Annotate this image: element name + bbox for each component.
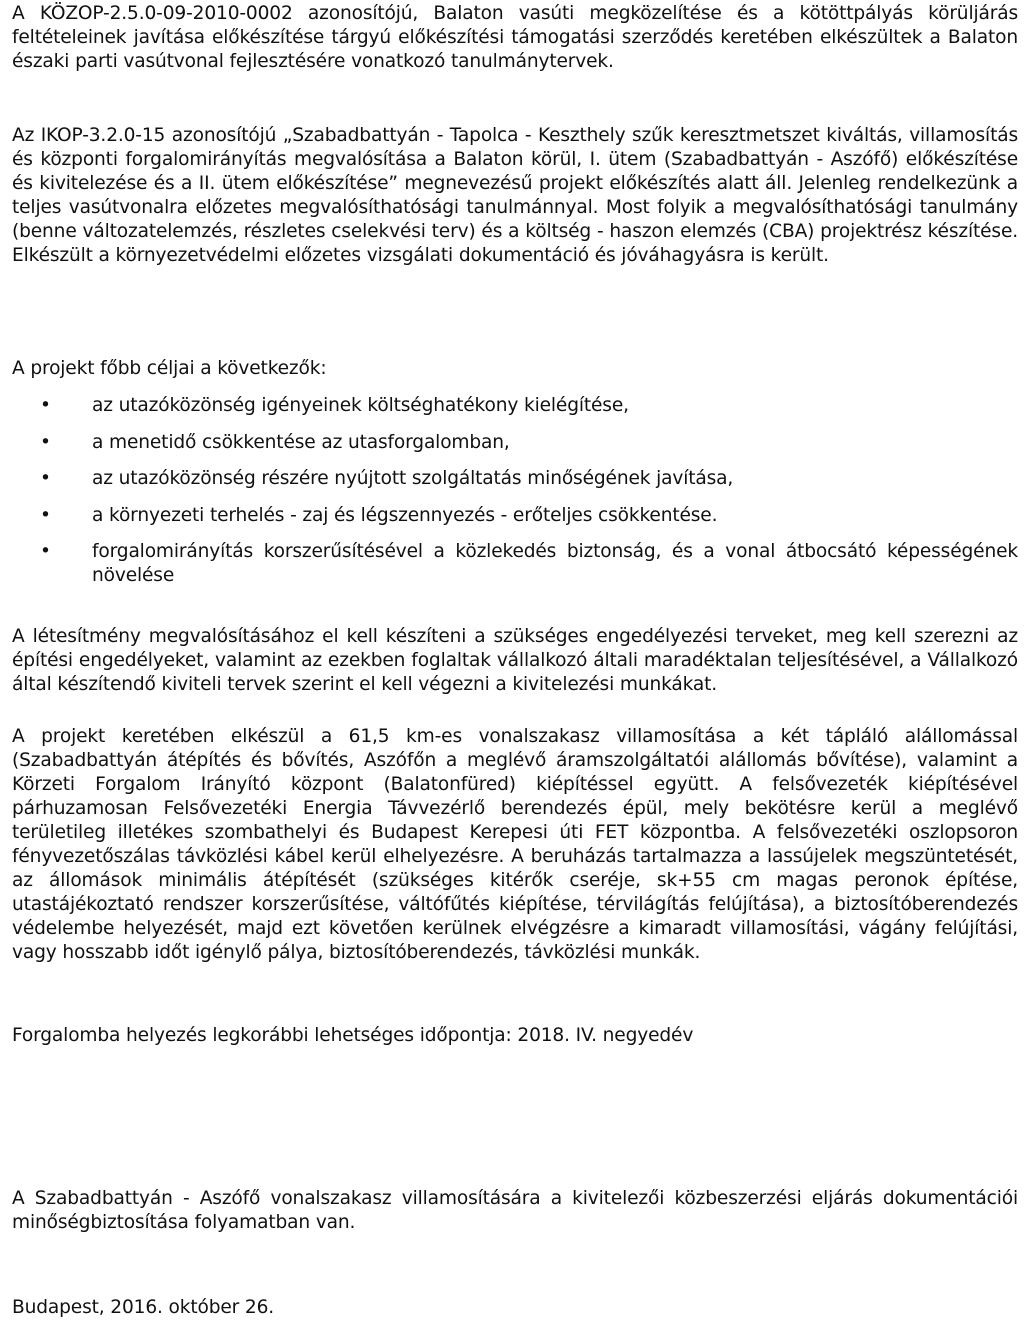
goal-text: a menetidő csökkentése az utasforgalomban,: [92, 431, 510, 453]
goal-item: [12, 540, 1018, 588]
paragraph-kozop-background: A KÖZOP-2.5.0-09-2010-0002 azonosítójú, Balaton vasúti megközelítése és a kötöttpályás körüljárás feltételeinek javítása előkészítése tárgyú előkészítési támogatási szerződés keretében elkészültek a Balaton északi parti vasútvonal fejlesztésére vonatkozó tanulmánytervek.: [12, 3, 1018, 72]
bullet-icon: •: [40, 395, 51, 416]
goal-item: [12, 467, 1018, 491]
goal-item: [12, 504, 1018, 528]
goal-item: [12, 431, 1018, 455]
bullet-icon: •: [40, 504, 51, 526]
goal-text: az utazóközönség részére nyújtott szolgáltatás minőségének javítása,: [92, 468, 734, 489]
goals-list: [12, 394, 1018, 601]
bullet-icon: •: [40, 541, 51, 562]
paragraph-ikop-project: Az IKOP-3.2.0-15 azonosítójú „Szabadbattyán - Tapolca - Keszthely szűk keresztmetszet kiváltás, villamosítás és központi forgalomirányítás megvalósítása a Balaton körül, I. ütem (Szabadbattyán - Aszófő) előkészítése és kivitelezése és a II. ütem előkészítése” megnevezésű projekt előkészítés alatt áll. Jelenleg rendelkezünk a teljes vasútvonalra előzetes megvalósíthatósági tanulmánnyal. Most folyik a megvalósíthatósági tanulmány (benne változatelemzés, részletes cselekvési terv) és a költség - haszon elemzés (CBA) projektrész készítése. Elkészült a környezetvédelmi előzetes vizsgálati dokumentáció és jóváhagyásra is került.: [12, 125, 1018, 266]
goal-text: az utazóközönség igényeinek költséghatékony kielégítése,: [92, 395, 629, 416]
paragraph-goals-intro: A projekt főbb céljai a következők:: [12, 358, 327, 379]
bullet-icon: •: [40, 431, 51, 453]
paragraph-procurement-status: A Szabadbattyán - Aszófő vonalszakasz villamosítására a kivitelezői közbeszerzési eljárás dokumentációi minőségbiztosítása folyamatban van.: [12, 1188, 1018, 1233]
document-date-line: Budapest, 2016. október 26.: [12, 1297, 275, 1318]
goal-text: a környezeti terhelés - zaj és légszennyezés - erőteljes csökkentése.: [92, 504, 718, 526]
goal-item: [12, 394, 1018, 418]
goal-text: forgalomirányítás korszerűsítésével a közlekedés biztonság, és a vonal átbocsátó képességének növelése: [92, 541, 1018, 586]
paragraph-project-scope: A projekt keretében elkészül a 61,5 km-es vonalszakasz villamosítása a két tápláló alállomással (Szabadbattyán átépítés és bővítés, Aszófőn a meglévő áramszolgáltatói alállomás bővítése), valamint a Körzeti Forgalom Irányító központ (Balatonfüred) kiépítéssel együtt. A felsővezeték kiépítésével párhuzamosan Felsővezetéki Energia Távvezérlő berendezés épül, mely bekötésre kerül a meglévő területileg illetékes szombathelyi és Budapest Kerepesi úti FET központba. A felsővezetéki oszlopsoron fényvezetőszálas távközlési kábel kerül elhelyezésre. A beruházás tartalmazza a lassújelek megszüntetését, az állomások minimális átépítését (szükséges kitérők cseréje, sk+55 cm magas peronok építése, utastájékoztató rendszer korszerűsítése, váltófűtés kiépítése, térvilágítás felújítása), a biztosítóberendezés védelembe helyezését, majd ezt követően kerülnek elvégzésre a kimaradt villamosítási, vágány felújítási, vagy hosszabb időt igénylő pálya, biztosítóberendezés, távközlési munkák.: [12, 726, 1018, 963]
paragraph-commissioning-date: Forgalomba helyezés legkorábbi lehetséges időpontja: 2018. IV. negyedév: [12, 1025, 694, 1046]
paragraph-permits: A létesítmény megvalósításához el kell készíteni a szükséges engedélyezési terveket, meg kell szerezni az építési engedélyeket, valamint az ezekben foglaltak vállalkozó általi maradéktalan teljesítésével, a Vállalkozó által készítendő kiviteli tervek szerint el kell végezni a kivitelezési munkákat.: [12, 626, 1018, 695]
bullet-icon: •: [40, 468, 51, 489]
